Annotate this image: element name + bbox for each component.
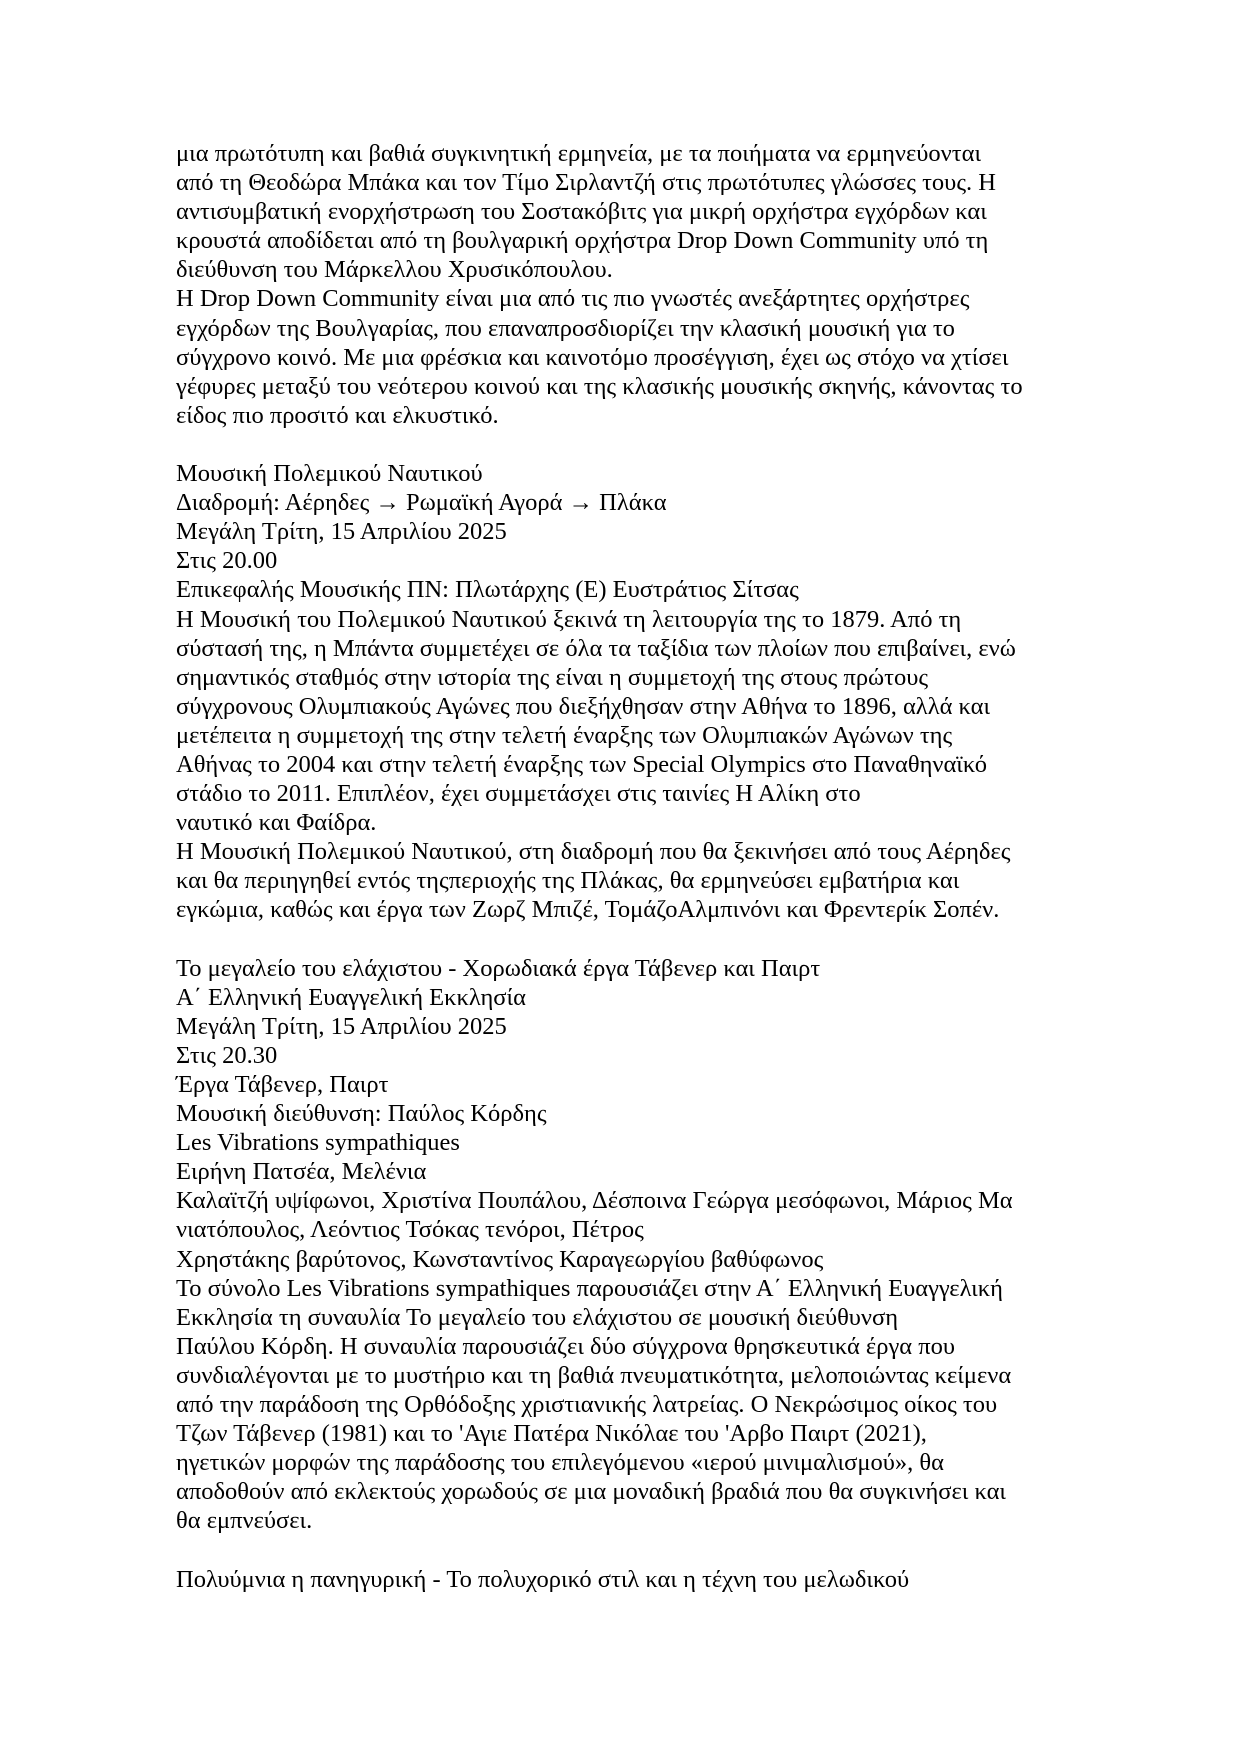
text-line: Το μεγαλείο του ελάχιστου - Χορωδιακά έργα Τάβενερ και Παιρτ	[176, 954, 821, 982]
text-line: Το σύνολο Les Vibrations sympathiques παρουσιάζει στην Α΄ Ελληνική Ευαγγελική	[176, 1274, 1003, 1302]
text-line: γέφυρες μεταξύ του νεότερου κοινού και της κλασικής μουσικής σκηνής, κάνοντας το	[176, 372, 1023, 400]
text-line: νιατόπουλος, Λεόντιος Τσόκας τενόροι, Πέτρος	[176, 1216, 644, 1244]
text-line: Μουσική διεύθυνση: Παύλος Κόρδης	[176, 1100, 547, 1128]
text-line: Διαδρομή: Αέρηδες → Ρωμαϊκή Αγορά → Πλάκα	[176, 489, 667, 517]
text-line: κρουστά αποδίδεται από τη βουλγαρική ορχήστρα Drop Down Community υπό τη	[176, 227, 989, 255]
text-line: σύγχρονους Ολυμπιακούς Αγώνες που διεξήχθησαν στην Αθήνα το 1896, αλλά και	[176, 692, 991, 720]
text-line: μια πρωτότυπη και βαθιά συγκινητική ερμηνεία, με τα ποιήματα να ερμηνεύονται	[176, 140, 982, 167]
text-line: μετέπειτα η συμμετοχή της στην τελετή έναρξης των Ολυμπιακών Αγώνων της	[176, 721, 953, 749]
text-line: Αθήνας το 2004 και στην τελετή έναρξης των Special Olympics στο Παναθηναϊκό	[176, 750, 987, 778]
text-line: Παύλου Κόρδη. Η συναυλία παρουσιάζει δύο σύγχρονα θρησκευτικά έργα που	[176, 1332, 955, 1360]
text-line: Μεγάλη Τρίτη, 15 Απριλίου 2025	[176, 1012, 507, 1040]
text-line: θα εμπνεύσει.	[176, 1507, 313, 1535]
text-line: συνδιαλέγονται με το μυστήριο και τη βαθιά πνευματικότητα, μελοποιώντας κείμενα	[176, 1361, 1012, 1389]
blank-line	[176, 925, 1106, 954]
text-line: εγχόρδων της Βουλγαρίας, που επαναπροσδιορίζει την κλασική μουσική για το	[176, 314, 955, 342]
text-line: Les Vibrations sympathiques	[176, 1129, 460, 1157]
text-line: αποδοθούν από εκλεκτούς χορωδούς σε μια μοναδική βραδιά που θα συγκινήσει και	[176, 1478, 1007, 1506]
text-line: σύστασή της, η Μπάντα συμμετέχει σε όλα τα ταξίδια των πλοίων που επιβαίνει, ενώ	[176, 634, 1016, 662]
text-line: και θα περιηγηθεί εντός τηςπεριοχής της Πλάκας, θα ερμηνεύσει εμβατήρια και	[176, 867, 960, 895]
text-line: από τη Θεοδώρα Μπάκα και τον Τίμο Σιρλαντζή στις πρωτότυπες γλώσσες τους. Η	[176, 169, 996, 197]
text-line: Στις 20.30	[176, 1041, 278, 1069]
text-line: εγκώμια, καθώς και έργα των Ζωρζ Μπιζέ, ΤομάζοΑλμπινόνι και Φρεντερίκ Σοπέν.	[176, 896, 1000, 924]
text-line: Καλαϊτζή υψίφωνοι, Χριστίνα Πουπάλου, Δέσποινα Γεώργα μεσόφωνοι, Μάριος Μα	[176, 1187, 1013, 1215]
text-line: Επικεφαλής Μουσικής ΠΝ: Πλωτάρχης (Ε) Ευστράτιος Σίτσας	[176, 576, 799, 604]
text-line: Η Drop Down Community είναι μια από τις πιο γνωστές ανεξάρτητες ορχήστρες	[176, 285, 970, 313]
text-line: Η Μουσική Πολεμικού Ναυτικού, στη διαδρομή που θα ξεκινήσει από τους Αέρηδες	[176, 838, 1011, 866]
text-line: σύγχρονο κοινό. Με μια φρέσκια και καινοτόμο προσέγγιση, έχει ως στόχο να χτίσει	[176, 343, 1009, 371]
text-line: ηγετικών μορφών της παράδοσης του επιλεγόμενου «ιερού μινιμαλισμού», θα	[176, 1449, 944, 1477]
text-line: Έργα Τάβενερ, Παιρτ	[176, 1071, 389, 1098]
text-line: Α΄ Ελληνική Ευαγγελική Εκκλησία	[176, 983, 526, 1011]
text-line: Τζων Τάβενερ (1981) και το 'Αγιε Πατέρα Νικόλαε του 'Αρβο Παιρτ (2021),	[176, 1420, 927, 1448]
text-line: Η Μουσική του Πολεμικού Ναυτικού ξεκινά τη λειτουργία της το 1879. Από τη	[176, 605, 962, 633]
text-line: Πολυύμνια η πανηγυρική - Το πολυχορικό στιλ και η τέχνη του μελωδικού	[176, 1565, 910, 1593]
text-line: είδος πιο προσιτό και ελκυστικό.	[176, 401, 499, 429]
text-line: ναυτικό και Φαίδρα.	[176, 809, 377, 837]
text-line: στάδιο το 2011. Επιπλέον, έχει συμμετάσχει στις ταινίες Η Αλίκη στο	[176, 780, 861, 808]
text-line: Μουσική Πολεμικού Ναυτικού	[176, 460, 483, 488]
blank-line	[176, 1536, 1106, 1565]
text-line: Εκκλησία τη συναυλία Το μεγαλείο του ελάχιστου σε μουσική διεύθυνση	[176, 1303, 899, 1331]
text-line: από την παράδοση της Ορθόδοξης χριστιανικής λατρείας. Ο Νεκρώσιμος οίκος του	[176, 1391, 998, 1419]
text-line: Χρηστάκης βαρύτονος, Κωνσταντίνος Καραγεωργίου βαθύφωνος	[176, 1245, 824, 1273]
text-line: Μεγάλη Τρίτη, 15 Απριλίου 2025	[176, 518, 507, 546]
text-line: αντισυμβατική ενορχήστρωση του Σοστακόβιτς για μικρή ορχήστρα εγχόρδων και	[176, 198, 987, 226]
text-column	[176, 139, 1106, 1594]
blank-line	[176, 430, 1106, 459]
text-line: σημαντικός σταθμός στην ιστορία της είναι η συμμετοχή της στους πρώτους	[176, 663, 929, 691]
text-line: Ειρήνη Πατσέα, Μελένια	[176, 1158, 427, 1186]
text-line: διεύθυνση του Μάρκελλου Χρυσικόπουλου.	[176, 256, 613, 284]
text-line: Στις 20.00	[176, 547, 278, 575]
